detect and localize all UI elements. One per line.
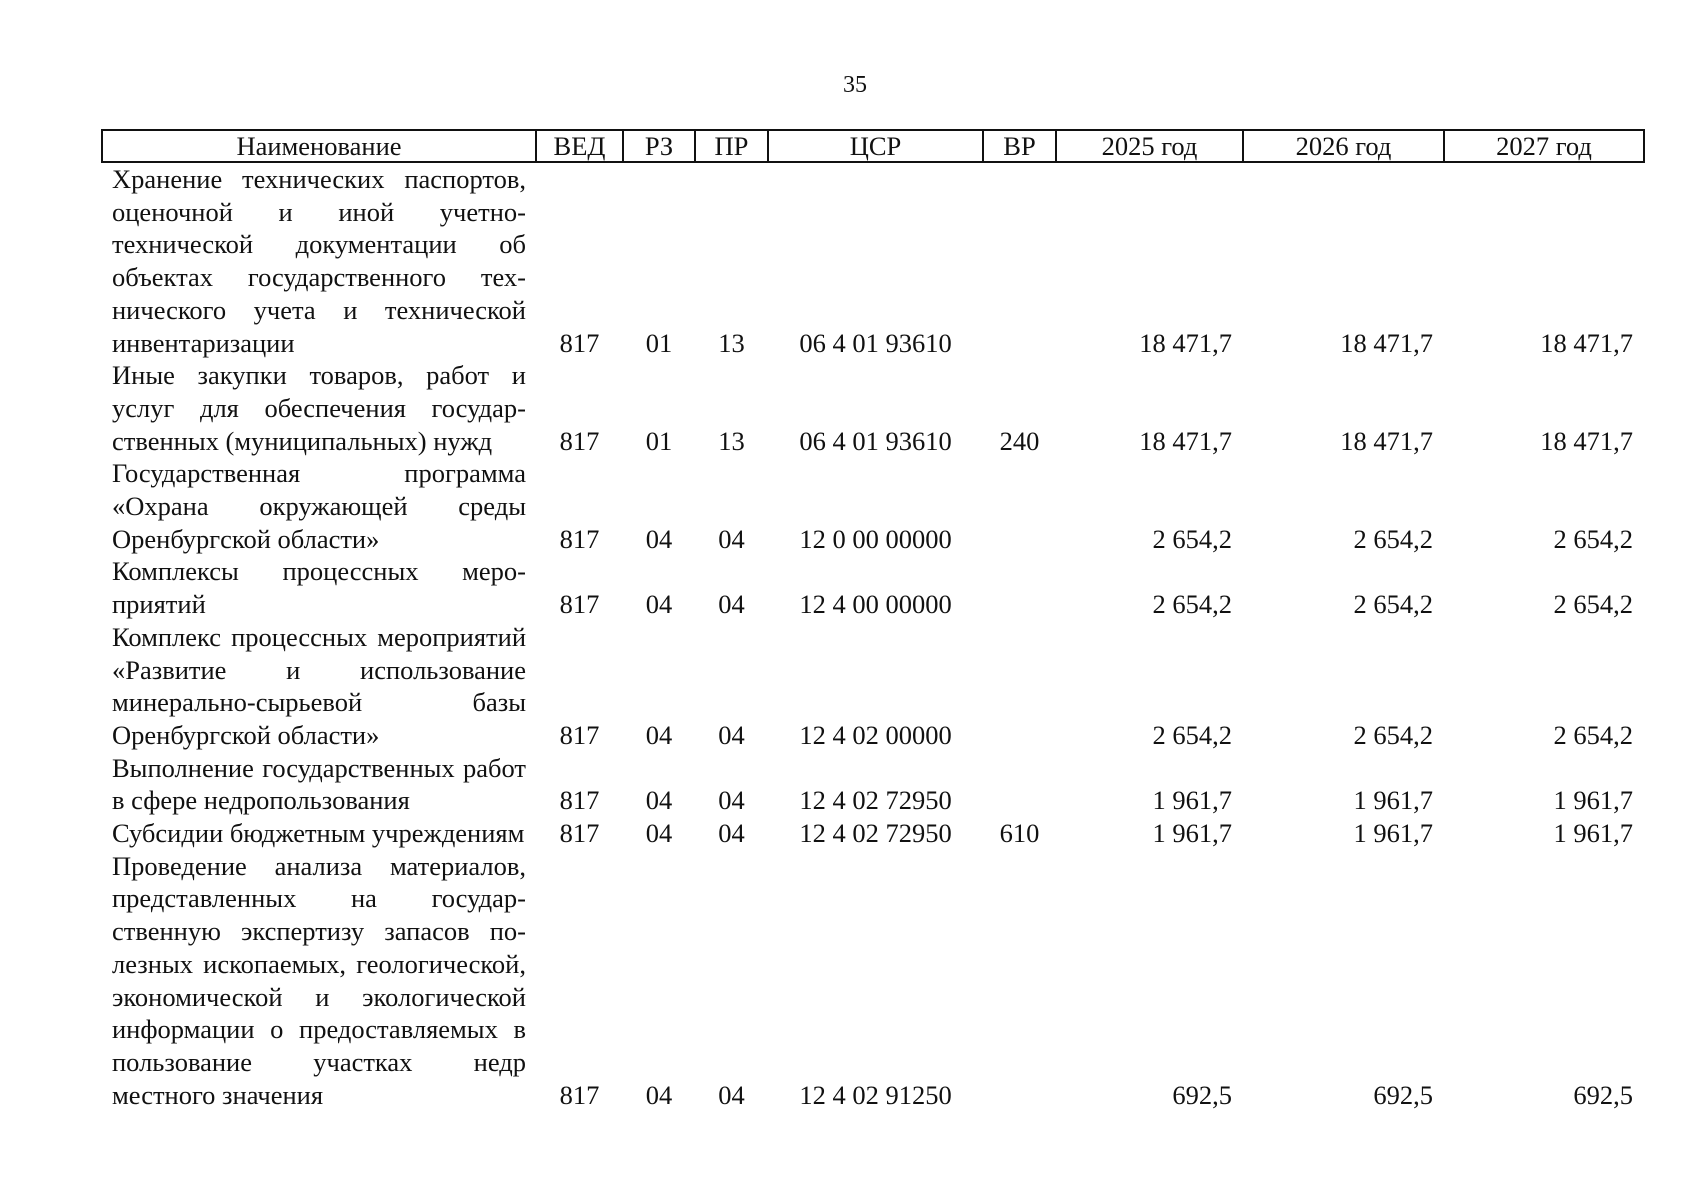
row-name: Иные закупки товаров, работ и услуг для обеспечения государственных (муниципальных) нужд — [112, 360, 526, 456]
row-2025: 2 654,2 — [1152, 523, 1232, 554]
row-csr: 12 0 00 00000 — [799, 523, 952, 554]
row-pr: 04 — [718, 818, 745, 849]
row-2025: 1 961,7 — [1152, 785, 1232, 816]
row-ved: 817 — [559, 425, 600, 456]
row-vr — [983, 162, 1056, 359]
row-vr: 610 — [999, 818, 1040, 849]
page-number: 35 — [843, 72, 867, 98]
row-2026: 18 471,7 — [1340, 425, 1433, 456]
row-2026: 2 654,2 — [1353, 589, 1433, 620]
row-pr: 04 — [718, 523, 745, 554]
row-ved: 817 — [559, 589, 600, 620]
row-pr: 04 — [718, 719, 745, 750]
row-csr: 12 4 02 72950 — [799, 785, 952, 816]
row-vr — [983, 621, 1056, 752]
table-row — [102, 457, 1644, 555]
row-ved: 817 — [559, 523, 600, 554]
row-name: Комплекс процессных мероприятий «Развитие и использование минерально-сырьевой базы Оренбургской области» — [112, 621, 526, 750]
row-pr: 04 — [718, 785, 745, 816]
row-vr — [983, 850, 1056, 1112]
row-2025: 18 471,7 — [1139, 425, 1232, 456]
row-rz: 01 — [645, 327, 673, 358]
header-pr: ПР — [695, 130, 768, 162]
row-name: Комплексы процессных мероприятий — [112, 556, 526, 620]
header-ved: ВЕД — [536, 130, 623, 162]
row-name: Государственная программа «Охрана окружающей среды Оренбургской области» — [112, 458, 526, 554]
table-row — [102, 817, 1644, 850]
header-2027: 2027 год — [1444, 130, 1644, 162]
row-2027: 2 654,2 — [1553, 589, 1633, 620]
row-rz: 04 — [645, 818, 673, 849]
row-name: Субсидии бюджетным учреждениям — [112, 818, 525, 849]
row-2027: 1 961,7 — [1553, 785, 1633, 816]
row-2027: 18 471,7 — [1540, 327, 1633, 358]
table-row — [102, 359, 1644, 457]
row-pr: 04 — [718, 589, 745, 620]
row-pr: 04 — [718, 1079, 745, 1110]
row-rz: 04 — [645, 589, 673, 620]
row-2025: 2 654,2 — [1152, 589, 1232, 620]
row-2026: 18 471,7 — [1340, 327, 1433, 358]
header-2025: 2025 год — [1056, 130, 1243, 162]
header-name: Наименование — [102, 130, 536, 162]
table-row — [102, 162, 1644, 359]
row-rz: 04 — [645, 785, 673, 816]
table-header — [102, 130, 1644, 162]
row-ved: 817 — [559, 1079, 600, 1110]
row-ved: 817 — [559, 327, 600, 358]
row-2026: 1 961,7 — [1353, 818, 1433, 849]
row-2026: 2 654,2 — [1353, 523, 1433, 554]
row-pr: 13 — [718, 425, 745, 456]
row-2027: 2 654,2 — [1553, 719, 1633, 750]
table-row — [102, 555, 1644, 620]
table-row — [102, 850, 1644, 1112]
row-pr: 13 — [718, 327, 745, 358]
row-2025: 18 471,7 — [1139, 327, 1232, 358]
row-vr — [983, 555, 1056, 620]
row-csr: 12 4 02 00000 — [799, 719, 952, 750]
row-vr — [983, 457, 1056, 555]
row-2027: 2 654,2 — [1553, 523, 1633, 554]
row-2025: 2 654,2 — [1152, 719, 1232, 750]
row-csr: 06 4 01 93610 — [799, 327, 952, 358]
header-csr: ЦСР — [768, 130, 983, 162]
table-row — [102, 621, 1644, 752]
header-row — [102, 130, 1644, 162]
row-2027: 1 961,7 — [1553, 818, 1633, 849]
row-2025: 1 961,7 — [1152, 818, 1232, 849]
row-name: Выполнение государственных работ в сфере недропользования — [112, 752, 526, 816]
header-rz: РЗ — [623, 130, 695, 162]
row-2027: 18 471,7 — [1540, 425, 1633, 456]
row-2026: 2 654,2 — [1353, 719, 1433, 750]
budget-table — [101, 129, 1645, 1111]
row-name: Проведение анализа материалов, представленных на государственную экспертизу запасов полезных ископаемых, геологической, экономической и экологической информации о предоставляемых в пользование участках недр местного значения — [112, 850, 526, 1110]
row-csr: 12 4 02 72950 — [799, 818, 952, 849]
table-row — [102, 752, 1644, 817]
row-csr: 12 4 00 00000 — [799, 589, 952, 620]
header-vr: ВР — [983, 130, 1056, 162]
header-2026: 2026 год — [1243, 130, 1444, 162]
row-csr: 06 4 01 93610 — [799, 425, 952, 456]
row-ved: 817 — [559, 719, 600, 750]
row-rz: 04 — [645, 523, 673, 554]
row-csr: 12 4 02 91250 — [799, 1079, 952, 1110]
row-name: Хранение технических паспортов, оценочной и иной учетно-технической документации об объектах государственного технического учета и технической инвентаризации — [112, 164, 526, 358]
row-2025: 692,5 — [1172, 1079, 1232, 1110]
row-ved: 817 — [559, 818, 600, 849]
row-2026: 1 961,7 — [1353, 785, 1433, 816]
row-rz: 04 — [645, 1079, 673, 1110]
row-rz: 01 — [645, 425, 673, 456]
row-rz: 04 — [645, 719, 673, 750]
row-vr: 240 — [999, 425, 1040, 456]
row-2027: 692,5 — [1573, 1079, 1633, 1110]
row-2026: 692,5 — [1373, 1079, 1433, 1110]
row-vr — [983, 752, 1056, 817]
row-ved: 817 — [559, 785, 600, 816]
table-body — [102, 162, 1644, 1111]
